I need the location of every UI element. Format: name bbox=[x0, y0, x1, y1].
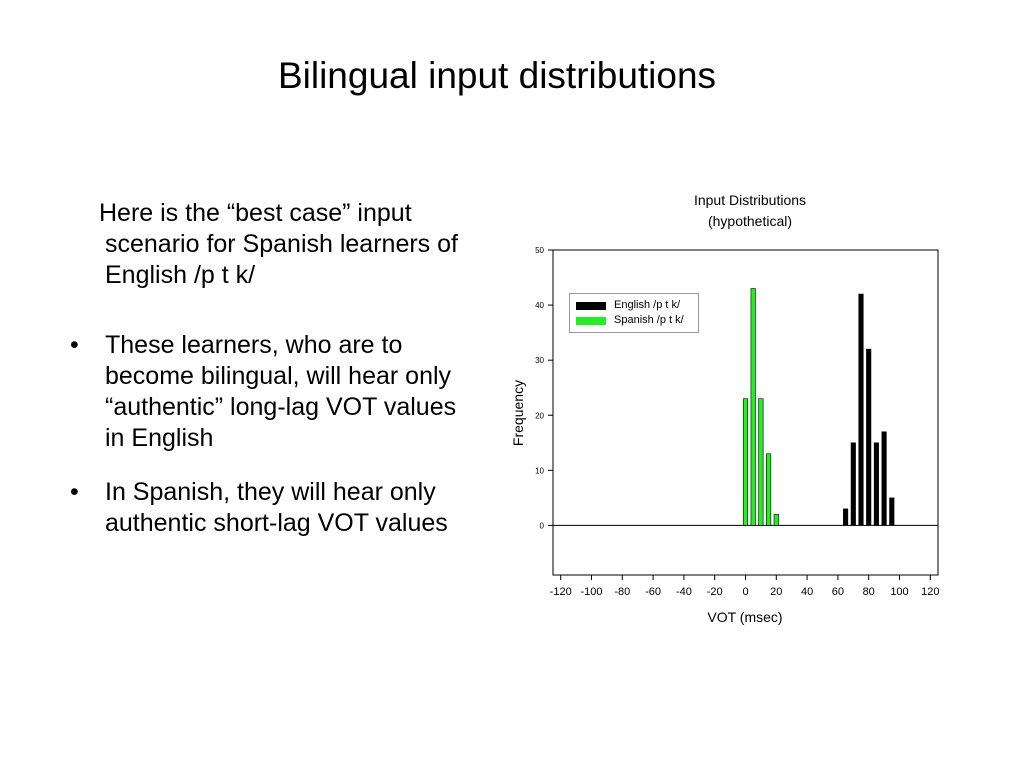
x-tick-label: -60 bbox=[645, 586, 662, 598]
bullet-item-1 bbox=[60, 330, 460, 454]
chart-legend bbox=[569, 293, 699, 333]
bar-english bbox=[882, 432, 887, 526]
bullet-item-2 bbox=[60, 477, 460, 539]
y-tick-label: 30 bbox=[535, 356, 544, 366]
chart-subtitle: (hypothetical) bbox=[707, 213, 793, 229]
bar-english bbox=[874, 443, 879, 526]
x-tick-label: 120 bbox=[921, 586, 940, 598]
x-tick-label: 80 bbox=[862, 586, 875, 598]
bullet-icon: • bbox=[70, 478, 79, 506]
y-axis-label: Frequency bbox=[510, 379, 526, 447]
legend-label-english: English /p t k/ bbox=[614, 299, 681, 311]
bullet-text-1: These learners, who are to become bilingual, will hear only “authentic” long-lag VOT values in English bbox=[105, 331, 457, 452]
bar-english bbox=[851, 443, 856, 526]
bar-spanish bbox=[759, 399, 764, 526]
bar-spanish bbox=[743, 399, 748, 526]
x-tick-label: -40 bbox=[675, 586, 692, 598]
x-axis-label: VOT (msec) bbox=[707, 609, 783, 625]
bar-english bbox=[890, 498, 895, 526]
x-tick-label: 20 bbox=[770, 586, 783, 598]
bullet-icon: • bbox=[70, 331, 79, 359]
y-tick-label: 50 bbox=[535, 246, 544, 255]
legend-swatch-english bbox=[576, 302, 606, 310]
y-tick-label: 0 bbox=[539, 521, 544, 531]
legend-swatch-spanish bbox=[576, 317, 606, 325]
vot-histogram-chart bbox=[495, 185, 955, 635]
x-tick-label: 60 bbox=[831, 586, 845, 598]
x-tick-label: -20 bbox=[706, 586, 723, 598]
slide-title: Bilingual input distributions bbox=[277, 55, 717, 96]
y-tick-label: 10 bbox=[535, 466, 544, 476]
bar-spanish bbox=[751, 289, 756, 526]
legend-label-spanish: Spanish /p t k/ bbox=[614, 314, 684, 326]
bar-english bbox=[866, 349, 871, 525]
x-tick-label: -80 bbox=[614, 586, 631, 598]
bullet-text-2: In Spanish, they will hear only authentic short-lag VOT values bbox=[105, 478, 448, 537]
y-tick-label: 20 bbox=[535, 411, 544, 421]
bar-english bbox=[843, 509, 848, 526]
bar-spanish bbox=[766, 454, 771, 526]
x-axis bbox=[550, 575, 940, 598]
bars bbox=[743, 289, 894, 526]
x-tick-label: -100 bbox=[580, 586, 603, 598]
x-tick-label: -120 bbox=[549, 586, 572, 598]
y-axis bbox=[535, 246, 553, 530]
bar-english bbox=[859, 294, 864, 525]
x-tick-label: 0 bbox=[742, 586, 749, 598]
x-tick-label: 100 bbox=[890, 586, 909, 598]
bar-spanish bbox=[774, 514, 779, 525]
intro-paragraph: Here is the “best case” input scenario for Spanish learners of English /p t k/ bbox=[99, 199, 458, 289]
chart-title: Input Distributions bbox=[693, 192, 807, 208]
slide-text-block bbox=[60, 198, 460, 562]
x-tick-label: 40 bbox=[800, 586, 814, 598]
y-tick-label: 40 bbox=[535, 301, 544, 311]
